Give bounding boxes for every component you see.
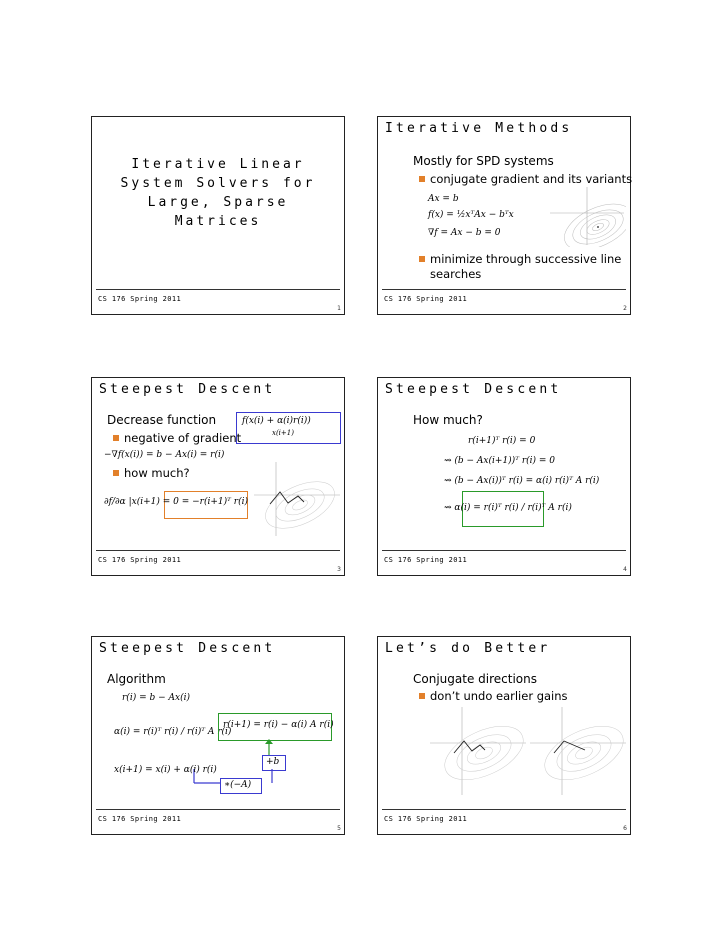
equation: ⇝ (b − Ax(i))ᵀ r(i) = α(i) r(i)ᵀ A r(i) <box>444 476 600 486</box>
arrow-icon <box>262 739 276 755</box>
page-number: 2 <box>623 305 627 312</box>
equation-underbrace-label: x(i+1) <box>272 429 294 437</box>
cover-title-line-2: System Solvers for <box>120 176 316 191</box>
footer-divider <box>96 289 340 290</box>
equation: −∇f(x(i)) = b − Ax(i) = r(i) <box>104 450 225 460</box>
bullet-icon <box>113 435 119 441</box>
equation: ⇝ α(i) = r(i)ᵀ r(i) / r(i)ᵀ A r(i) <box>444 503 572 513</box>
bullet-item: negative of gradient <box>113 431 241 445</box>
slide-4 <box>377 377 631 576</box>
slide-text: Mostly for SPD systems <box>413 154 554 168</box>
box-label: +b <box>266 757 280 767</box>
box-label: ∗(−A) <box>224 780 252 790</box>
conjugate-directions-plot <box>528 705 628 797</box>
slide-title: Let’s do Better <box>385 641 551 656</box>
bullet-item: how much? <box>113 466 190 480</box>
slide-title: Steepest Descent <box>99 382 276 397</box>
equation: r(i+1) = r(i) − α(i) A r(i) <box>223 720 334 730</box>
slide-2 <box>377 116 631 315</box>
cover-title-line-3: Large, Sparse <box>147 195 289 210</box>
slide-footer: CS 176 Spring 2011 <box>98 556 182 564</box>
slide-text: How much? <box>413 413 483 427</box>
bullet-icon <box>419 256 425 262</box>
cover-title-line-4: Matrices <box>174 214 262 229</box>
slide-footer: CS 176 Spring 2011 <box>98 815 182 823</box>
equation: f(x) = ½xᵀAx − bᵀx <box>428 210 514 220</box>
page-number: 5 <box>337 825 341 832</box>
slide-6 <box>377 636 631 835</box>
bullet-icon <box>419 176 425 182</box>
slide-5 <box>91 636 345 835</box>
slide-title: Iterative Methods <box>385 121 573 136</box>
page-number: 1 <box>337 305 341 312</box>
steepest-descent-plot <box>428 705 528 797</box>
slide-title: Steepest Descent <box>385 382 562 397</box>
equation: ⇝ (b − Ax(i+1))ᵀ r(i) = 0 <box>444 456 556 466</box>
cover-title <box>92 155 344 231</box>
page-number: 3 <box>337 566 341 573</box>
footer-divider <box>382 809 626 810</box>
slide-text: Algorithm <box>107 672 166 686</box>
bullet-item: conjugate gradient and its variants <box>419 172 632 186</box>
slide-footer: CS 176 Spring 2011 <box>384 815 468 823</box>
footer-divider <box>382 289 626 290</box>
steepest-descent-plot <box>252 460 342 538</box>
slide-3 <box>91 377 345 576</box>
bullet-icon <box>419 693 425 699</box>
slide-text: Decrease function <box>107 413 217 427</box>
equation: α(i) = r(i)ᵀ r(i) / r(i)ᵀ A r(i) <box>114 727 232 737</box>
equation: r(i+1)ᵀ r(i) = 0 <box>468 436 536 446</box>
equation: f(x(i) + α(i)r(i)) <box>242 416 311 426</box>
contour-plot <box>548 185 626 247</box>
equation: r(i) = b − Ax(i) <box>122 693 190 703</box>
footer-divider <box>96 550 340 551</box>
footer-divider <box>382 550 626 551</box>
bullet-item: minimize through successive line <box>419 252 621 266</box>
footer-divider <box>96 809 340 810</box>
equation: x(i+1) = x(i) + α(i) r(i) <box>114 765 217 775</box>
equation: ∇f = Ax − b = 0 <box>428 228 501 238</box>
slide-text: Conjugate directions <box>413 672 537 686</box>
equation: Ax = b <box>428 194 459 204</box>
cover-title-line-1: Iterative Linear <box>131 157 305 172</box>
bullet-item: don’t undo earlier gains <box>419 689 568 703</box>
page-number: 4 <box>623 566 627 573</box>
slide-footer: CS 176 Spring 2011 <box>384 295 468 303</box>
bullet-continuation: searches <box>430 267 482 281</box>
bullet-icon <box>113 470 119 476</box>
page-number: 6 <box>623 825 627 832</box>
slide-title: Steepest Descent <box>99 641 276 656</box>
slide-1 <box>91 116 345 315</box>
slide-footer: CS 176 Spring 2011 <box>98 295 182 303</box>
equation: ∂f/∂α |x(i+1) = 0 = −r(i+1)ᵀ r(i) <box>104 497 248 507</box>
slide-footer: CS 176 Spring 2011 <box>384 556 468 564</box>
